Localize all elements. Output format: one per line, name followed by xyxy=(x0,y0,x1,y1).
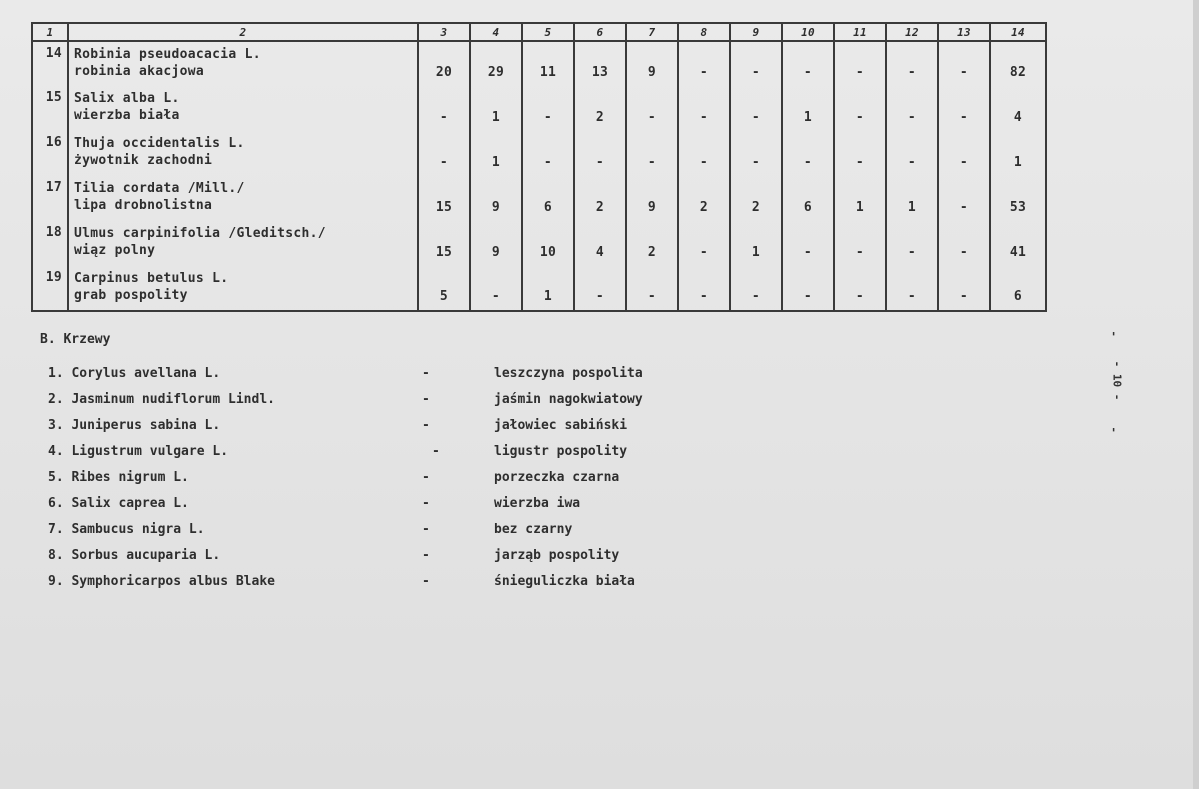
latin-name: Thuja occidentalis L. xyxy=(74,136,245,151)
count-cell: 2 xyxy=(730,176,782,221)
count-cell: 82 xyxy=(990,41,1046,86)
table-row xyxy=(32,221,1046,266)
count-cell: - xyxy=(834,86,886,131)
count-cell: 53 xyxy=(990,176,1046,221)
column-header: 6 xyxy=(574,23,626,41)
shrub-polish-name: bez czarny xyxy=(494,522,573,537)
shrub-latin-name xyxy=(48,366,220,381)
page-edge xyxy=(1193,0,1199,789)
count-cell: - xyxy=(938,266,990,311)
count-cell: - xyxy=(782,131,834,176)
shrub-latin-name xyxy=(48,574,275,589)
count-cell: - xyxy=(938,176,990,221)
shrub-number: 4. xyxy=(48,444,64,459)
shrub-latin-text: Sorbus aucuparia L. xyxy=(71,548,221,563)
column-header: 7 xyxy=(626,23,678,41)
count-cell: 15 xyxy=(418,221,470,266)
shrub-latin-name xyxy=(48,548,220,563)
count-cell: 9 xyxy=(470,176,522,221)
shrub-number: 3. xyxy=(48,418,64,433)
count-cell: - xyxy=(886,86,938,131)
column-header: 10 xyxy=(782,23,834,41)
table-row xyxy=(32,131,1046,176)
shrub-latin-text: Corylus avellana L. xyxy=(71,366,221,381)
list-item xyxy=(48,522,748,548)
count-cell: 13 xyxy=(574,41,626,86)
species-name-cell xyxy=(68,266,418,311)
polish-name: robinia akacjowa xyxy=(74,64,205,79)
count-cell: 1 xyxy=(730,221,782,266)
count-cell: - xyxy=(886,266,938,311)
shrub-dash: - xyxy=(422,548,430,563)
count-cell: - xyxy=(730,41,782,86)
list-item xyxy=(48,366,748,392)
latin-name: Ulmus carpinifolia /Gleditsch./ xyxy=(74,226,326,241)
shrub-latin-name xyxy=(48,496,189,511)
count-cell: - xyxy=(522,131,574,176)
column-header: 3 xyxy=(418,23,470,41)
count-cell: - xyxy=(886,131,938,176)
list-item xyxy=(48,470,748,496)
count-cell: - xyxy=(678,86,730,131)
shrub-latin-text: Juniperus sabina L. xyxy=(71,418,221,433)
count-cell: 1 xyxy=(470,131,522,176)
column-header: 8 xyxy=(678,23,730,41)
shrub-latin-text: Sambucus nigra L. xyxy=(71,522,205,537)
shrub-dash: - xyxy=(422,470,430,485)
count-cell: - xyxy=(626,86,678,131)
shrub-latin-name xyxy=(48,444,228,459)
count-cell: - xyxy=(938,131,990,176)
shrub-latin-name xyxy=(48,470,189,485)
count-cell: - xyxy=(626,131,678,176)
count-cell: 15 xyxy=(418,176,470,221)
count-cell: 6 xyxy=(990,266,1046,311)
row-number: 17 xyxy=(32,176,68,221)
table-row xyxy=(32,86,1046,131)
shrub-number: 9. xyxy=(48,574,64,589)
count-cell: 2 xyxy=(574,176,626,221)
page-number-text: - 10 - xyxy=(1110,360,1124,401)
count-cell: 1 xyxy=(834,176,886,221)
count-cell: 29 xyxy=(470,41,522,86)
shrub-dash: - xyxy=(432,444,440,459)
shrub-polish-name: jaśmin nagokwiatowy xyxy=(494,392,643,407)
shrub-latin-text: Ribes nigrum L. xyxy=(71,470,189,485)
column-header: 11 xyxy=(834,23,886,41)
count-cell: - xyxy=(782,266,834,311)
species-name-cell xyxy=(68,86,418,131)
row-number: 16 xyxy=(32,131,68,176)
count-cell: - xyxy=(834,221,886,266)
species-name-cell xyxy=(68,41,418,86)
count-cell: 2 xyxy=(574,86,626,131)
table-row xyxy=(32,266,1046,311)
shrub-polish-name: ligustr pospolity xyxy=(494,444,628,459)
count-cell: 2 xyxy=(678,176,730,221)
table-header-row xyxy=(32,23,1046,41)
count-cell: - xyxy=(938,41,990,86)
count-cell: - xyxy=(938,221,990,266)
list-item xyxy=(48,444,748,470)
shrub-latin-text: Symphoricarpos albus Blake xyxy=(71,574,275,589)
column-header: 14 xyxy=(990,23,1046,41)
polish-name: wiąz polny xyxy=(74,243,156,258)
count-cell: - xyxy=(678,131,730,176)
shrub-dash: - xyxy=(422,392,430,407)
species-table xyxy=(31,22,1047,312)
polish-name: grab pospolity xyxy=(74,288,188,303)
count-cell: 6 xyxy=(522,176,574,221)
column-header: 2 xyxy=(68,23,418,41)
shrub-number: 8. xyxy=(48,548,64,563)
shrub-dash: - xyxy=(422,522,430,537)
shrub-polish-name: wierzba iwa xyxy=(494,496,581,511)
count-cell: 20 xyxy=(418,41,470,86)
column-header: 9 xyxy=(730,23,782,41)
count-cell: - xyxy=(834,131,886,176)
shrub-dash: - xyxy=(422,418,430,433)
table-body xyxy=(32,41,1046,311)
shrub-dash: - xyxy=(422,574,430,589)
shrub-polish-name: śnieguliczka biała xyxy=(494,574,635,589)
shrub-polish-name: porzeczka czarna xyxy=(494,470,620,485)
shrub-number: 5. xyxy=(48,470,64,485)
shrub-polish-name: jarząb pospolity xyxy=(494,548,620,563)
species-name-cell xyxy=(68,176,418,221)
shrub-dash: - xyxy=(422,366,430,381)
shrub-latin-text: Jasminum nudiflorum Lindl. xyxy=(71,392,275,407)
count-cell: - xyxy=(522,86,574,131)
polish-name: żywotnik zachodni xyxy=(74,153,213,168)
count-cell: - xyxy=(574,131,626,176)
polish-name: lipa drobnolistna xyxy=(74,198,213,213)
table-row xyxy=(32,176,1046,221)
count-cell: - xyxy=(834,41,886,86)
latin-name: Tilia cordata /Mill./ xyxy=(74,181,245,196)
column-header: 1 xyxy=(32,23,68,41)
shrub-latin-name xyxy=(48,522,205,537)
count-cell: - xyxy=(678,266,730,311)
table-row xyxy=(32,41,1046,86)
count-cell: - xyxy=(730,86,782,131)
count-cell: - xyxy=(886,41,938,86)
shrub-number: 7. xyxy=(48,522,64,537)
shrub-latin-name xyxy=(48,418,220,433)
shrub-latin-name xyxy=(48,392,275,407)
count-cell: 2 xyxy=(626,221,678,266)
count-cell: 41 xyxy=(990,221,1046,266)
species-name-cell xyxy=(68,221,418,266)
page-number: ' - 10 - ' xyxy=(1110,330,1124,440)
shrub-polish-name: jałowiec sabiński xyxy=(494,418,628,433)
count-cell: 1 xyxy=(522,266,574,311)
shrub-latin-text: Salix caprea L. xyxy=(71,496,189,511)
latin-name: Carpinus betulus L. xyxy=(74,271,229,286)
shrub-latin-text: Ligustrum vulgare L. xyxy=(71,444,229,459)
count-cell: - xyxy=(730,131,782,176)
shrub-polish-name: leszczyna pospolita xyxy=(494,366,643,381)
count-cell: 11 xyxy=(522,41,574,86)
count-cell: 5 xyxy=(418,266,470,311)
column-header: 4 xyxy=(470,23,522,41)
count-cell: - xyxy=(470,266,522,311)
polish-name: wierzba biała xyxy=(74,108,180,123)
count-cell: 1 xyxy=(470,86,522,131)
count-cell: - xyxy=(782,41,834,86)
shrub-number: 2. xyxy=(48,392,64,407)
count-cell: 4 xyxy=(990,86,1046,131)
count-cell: - xyxy=(678,41,730,86)
column-header: 5 xyxy=(522,23,574,41)
count-cell: - xyxy=(678,221,730,266)
count-cell: - xyxy=(834,266,886,311)
count-cell: 1 xyxy=(782,86,834,131)
count-cell: - xyxy=(418,86,470,131)
count-cell: - xyxy=(574,266,626,311)
count-cell: 1 xyxy=(990,131,1046,176)
latin-name: Salix alba L. xyxy=(74,91,180,106)
section-title: B. Krzewy xyxy=(40,332,111,347)
count-cell: - xyxy=(886,221,938,266)
count-cell: 6 xyxy=(782,176,834,221)
count-cell: 9 xyxy=(626,41,678,86)
column-header: 12 xyxy=(886,23,938,41)
row-number: 15 xyxy=(32,86,68,131)
count-cell: 9 xyxy=(470,221,522,266)
shrub-number: 1. xyxy=(48,366,64,381)
list-item xyxy=(48,548,748,574)
list-item xyxy=(48,496,748,522)
row-number: 18 xyxy=(32,221,68,266)
count-cell: 1 xyxy=(886,176,938,221)
count-cell: - xyxy=(782,221,834,266)
row-number: 14 xyxy=(32,41,68,86)
latin-name: Robinia pseudoacacia L. xyxy=(74,47,261,62)
list-item xyxy=(48,418,748,444)
count-cell: 10 xyxy=(522,221,574,266)
count-cell: - xyxy=(418,131,470,176)
count-cell: 9 xyxy=(626,176,678,221)
count-cell: 4 xyxy=(574,221,626,266)
species-name-cell xyxy=(68,131,418,176)
list-item xyxy=(48,574,748,600)
list-item xyxy=(48,392,748,418)
column-header: 13 xyxy=(938,23,990,41)
count-cell: - xyxy=(730,266,782,311)
count-cell: - xyxy=(626,266,678,311)
row-number: 19 xyxy=(32,266,68,311)
shrub-number: 6. xyxy=(48,496,64,511)
count-cell: - xyxy=(938,86,990,131)
shrub-dash: - xyxy=(422,496,430,511)
